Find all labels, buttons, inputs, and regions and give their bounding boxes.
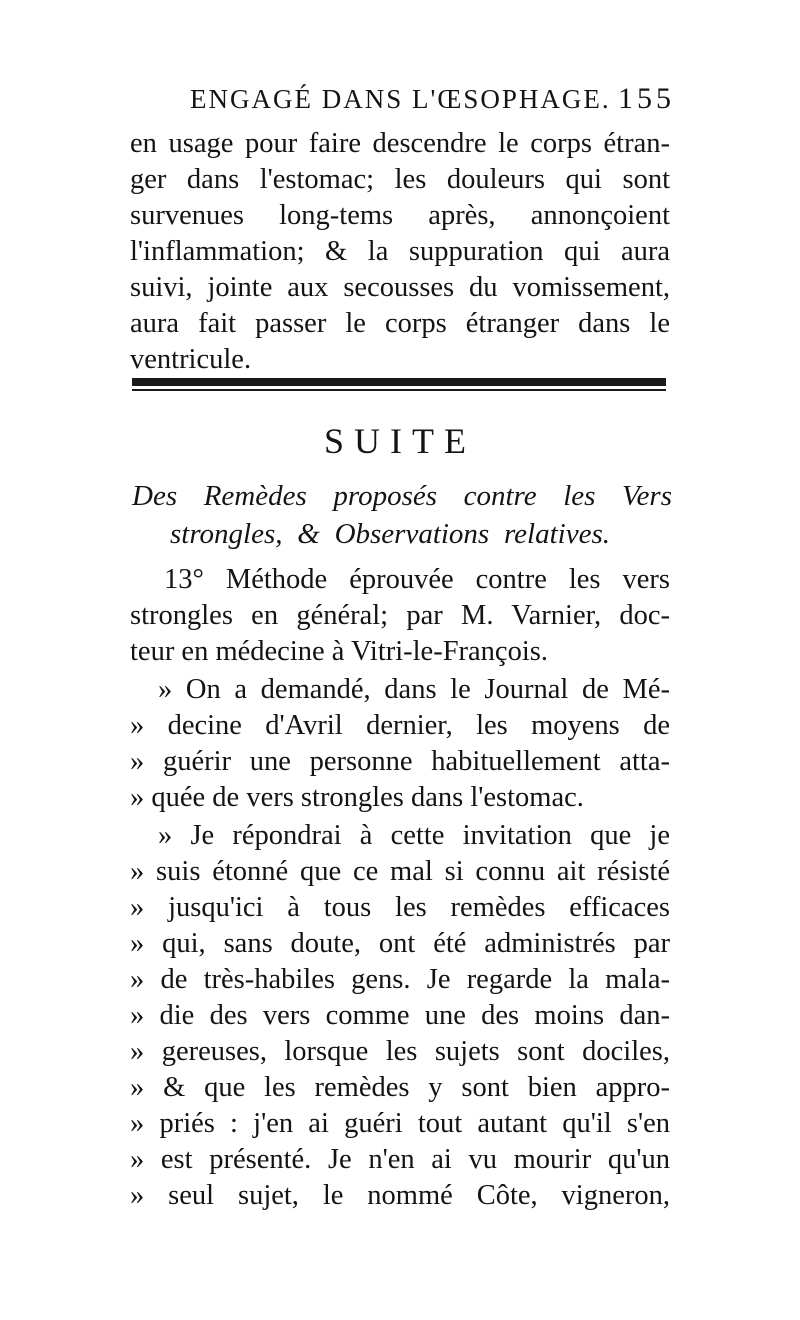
text-line: » quée de vers strongles dans l'estomac.	[130, 782, 584, 813]
section-subtitle-line: strongles, & Observations relatives.	[170, 518, 610, 550]
text-line: teur en médecine à Vitri-le-François.	[130, 636, 548, 667]
text-line: aura fait passer le corps étranger dans le	[130, 308, 670, 339]
page-header	[130, 80, 675, 124]
text-line: » die des vers comme une des moins dan-	[130, 1000, 670, 1031]
running-title: ENGAGÉ DANS L'ŒSOPHAGE.	[190, 84, 611, 114]
text-line: suivi, jointe aux secousses du vomissement,	[130, 272, 670, 303]
text-line: en usage pour faire descendre le corps étran-	[130, 128, 670, 159]
section-title: SUITE	[324, 421, 476, 461]
section-subtitle-line: Des Remèdes proposés contre les Vers	[132, 480, 672, 512]
text-line: » guérir une personne habituellement atta-	[130, 746, 670, 777]
text-line: 13° Méthode éprouvée contre les vers	[164, 564, 670, 595]
text-line: » qui, sans doute, ont été administrés par	[130, 928, 670, 959]
text-line: survenues long-tems après, annonçoient	[130, 200, 670, 231]
text-line: » & que les remèdes y sont bien appro-	[130, 1072, 670, 1103]
text-line: » On a demandé, dans le Journal de Mé-	[158, 674, 670, 705]
page-number: 155	[618, 82, 675, 115]
text-line: » gereuses, lorsque les sujets sont dociles,	[130, 1036, 670, 1067]
text-line: » Je répondrai à cette invitation que je	[158, 820, 670, 851]
text-line: » est présenté. Je n'en ai vu mourir qu'un	[130, 1144, 670, 1175]
text-line: ventricule.	[130, 344, 252, 375]
text-line: strongles en général; par M. Varnier, doc-	[130, 600, 670, 631]
divider-thin-line	[132, 389, 666, 391]
text-line: » de très-habiles gens. Je regarde la mala-	[130, 964, 670, 995]
text-line: » decine d'Avril dernier, les moyens de	[130, 710, 670, 741]
text-line: l'inflammation; & la suppuration qui aura	[130, 236, 670, 267]
section-divider	[132, 378, 666, 392]
text-line: » suis étonné que ce mal si connu ait résisté	[130, 856, 670, 887]
divider-thick-line	[132, 378, 666, 386]
text-line: » seul sujet, le nommé Côte, vigneron,	[130, 1180, 670, 1211]
text-line: ger dans l'estomac; les douleurs qui sont	[130, 164, 670, 195]
text-line: » priés : j'en ai guéri tout autant qu'il s'en	[130, 1108, 670, 1139]
text-line: » jusqu'ici à tous les remèdes efficaces	[130, 892, 670, 923]
